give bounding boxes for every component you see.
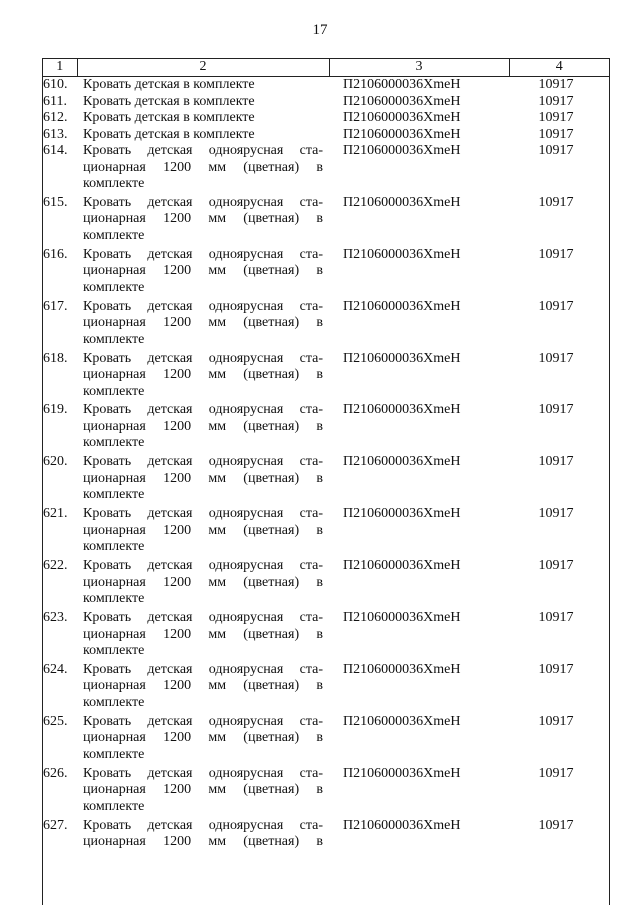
item-code: П2106000036ХmeH (343, 143, 461, 158)
row-number: 620. (43, 454, 68, 470)
item-code: П2106000036ХmeH (343, 506, 461, 522)
item-name (77, 766, 329, 818)
item-name-line: ционарная 1200 мм (цветная) в (83, 159, 323, 175)
item-name (77, 94, 329, 111)
table-row (43, 662, 609, 714)
item-name-line: Кровать детская одноярусная ста- (83, 558, 323, 574)
item-code: П2106000036ХmeH (343, 765, 461, 781)
item-quantity: 10917 (538, 661, 574, 677)
row-number: 624. (43, 661, 68, 677)
item-name-line: Кровать детская одноярусная ста- (83, 610, 323, 626)
item-quantity: 10917 (538, 817, 574, 833)
item-quantity: 10917 (538, 454, 574, 470)
table-row (43, 94, 609, 111)
item-name-line: ционарная 1200 мм (цветная) в (83, 626, 323, 642)
item-code: П2106000036ХmeH (343, 402, 461, 418)
item-quantity: 10917 (538, 713, 574, 729)
table-row (43, 351, 609, 403)
table-body (43, 77, 609, 853)
table-row (43, 110, 609, 127)
item-name-line: ционарная 1200 мм (цветная) в (83, 211, 323, 227)
item-name-line: комплекте (83, 694, 145, 710)
item-name-line: ционарная 1200 мм (цветная) в (83, 470, 323, 486)
item-name-line: ционарная 1200 мм (цветная) в (83, 263, 323, 279)
table-row (43, 299, 609, 351)
item-name-line: комплекте (83, 798, 145, 814)
item-quantity: 10917 (538, 506, 574, 522)
item-quantity: 10917 (538, 77, 574, 92)
row-number: 618. (43, 350, 68, 366)
header-col-2: 2 (77, 59, 329, 77)
item-name-line: комплекте (83, 643, 145, 659)
table-row (43, 77, 609, 94)
item-name-line: Кровать детская одноярусная ста- (83, 350, 323, 366)
item-code: П2106000036ХmeH (343, 454, 461, 470)
item-name (77, 351, 329, 403)
item-name-line: ционарная 1200 мм (цветная) в (83, 367, 323, 383)
item-name-line: комплекте (83, 591, 145, 607)
item-name-line: Кровать детская одноярусная ста- (83, 661, 323, 677)
row-number: 617. (43, 298, 68, 314)
item-quantity: 10917 (538, 194, 574, 210)
item-name-line: Кровать детская одноярусная ста- (83, 506, 323, 522)
item-name (77, 818, 329, 853)
table-row (43, 247, 609, 299)
item-code: П2106000036ХmeH (343, 817, 461, 833)
item-name-line: ционарная 1200 мм (цветная) в (83, 678, 323, 694)
item-code: П2106000036ХmeH (343, 77, 461, 92)
header-col-3: 3 (329, 59, 509, 77)
table-row (43, 714, 609, 766)
item-name (77, 662, 329, 714)
item-name-line: Кровать детская одноярусная ста- (83, 817, 323, 833)
table-row (43, 766, 609, 818)
item-name-line: Кровать детская одноярусная ста- (83, 143, 323, 158)
item-name-line: Кровать детская в комплекте (83, 110, 255, 125)
item-name-line: комплекте (83, 227, 145, 243)
table-row (43, 402, 609, 454)
item-code: П2106000036ХmeH (343, 610, 461, 626)
row-number: 621. (43, 506, 68, 522)
row-number: 626. (43, 765, 68, 781)
item-name (77, 299, 329, 351)
item-code: П2106000036ХmeH (343, 350, 461, 366)
item-quantity: 10917 (538, 126, 574, 142)
item-code: П2106000036ХmeH (343, 126, 461, 142)
item-name-line: ционарная 1200 мм (цветная) в (83, 315, 323, 331)
item-name-line: комплекте (83, 383, 145, 399)
item-name-line: ционарная 1200 мм (цветная) в (83, 418, 323, 434)
item-quantity: 10917 (538, 765, 574, 781)
item-code: П2106000036ХmeH (343, 93, 461, 109)
item-code: П2106000036ХmeH (343, 246, 461, 262)
item-code: П2106000036ХmeH (343, 661, 461, 677)
item-quantity: 10917 (538, 246, 574, 262)
item-name-line: Кровать детская одноярусная ста- (83, 298, 323, 314)
row-number: 627. (43, 817, 68, 833)
row-number: 611. (43, 93, 67, 109)
item-code: П2106000036ХmeH (343, 298, 461, 314)
item-quantity: 10917 (538, 402, 574, 418)
item-name-line: Кровать детская одноярусная ста- (83, 246, 323, 262)
row-number: 619. (43, 402, 68, 418)
item-quantity: 10917 (538, 143, 574, 158)
item-name-line: ционарная 1200 мм (цветная) в (83, 574, 323, 590)
item-name-line: комплекте (83, 487, 145, 503)
item-name-line: ционарная 1200 мм (цветная) в (83, 834, 323, 850)
table-row (43, 127, 609, 144)
item-name-line: комплекте (83, 279, 145, 295)
item-name-line: Кровать детская в комплекте (83, 93, 255, 109)
row-number: 616. (43, 246, 68, 262)
item-code: П2106000036ХmeH (343, 110, 461, 125)
item-quantity: 10917 (538, 350, 574, 366)
item-name (77, 127, 329, 144)
row-number: 625. (43, 713, 68, 729)
item-name (77, 77, 329, 94)
item-code: П2106000036ХmeH (343, 194, 461, 210)
item-name (77, 558, 329, 610)
item-name-line: Кровать детская одноярусная ста- (83, 713, 323, 729)
item-name (77, 454, 329, 506)
row-number: 613. (43, 126, 68, 142)
table-row (43, 818, 609, 853)
row-number: 612. (43, 110, 68, 125)
item-code: П2106000036ХmeH (343, 713, 461, 729)
item-name (77, 143, 329, 195)
item-name-line: ционарная 1200 мм (цветная) в (83, 782, 323, 798)
item-name-line: ционарная 1200 мм (цветная) в (83, 522, 323, 538)
table-row (43, 454, 609, 506)
item-name-line: Кровать детская одноярусная ста- (83, 765, 323, 781)
items-table (43, 58, 609, 853)
table-row (43, 506, 609, 558)
item-name (77, 610, 329, 662)
item-name (77, 402, 329, 454)
table-row (43, 558, 609, 610)
item-name-line: комплекте (83, 435, 145, 451)
item-name-line: Кровать детская одноярусная ста- (83, 402, 323, 418)
item-name-line: ционарная 1200 мм (цветная) в (83, 730, 323, 746)
item-name-line: комплекте (83, 746, 145, 762)
header-col-1: 1 (43, 59, 77, 77)
row-number: 610. (43, 77, 68, 92)
item-name (77, 506, 329, 558)
row-number: 614. (43, 143, 68, 158)
item-name (77, 110, 329, 127)
item-name (77, 714, 329, 766)
item-name-line: Кровать детская одноярусная ста- (83, 194, 323, 210)
item-quantity: 10917 (538, 610, 574, 626)
table-row (43, 195, 609, 247)
item-name-line: комплекте (83, 176, 145, 191)
table-row (43, 143, 609, 195)
item-name-line: комплекте (83, 539, 145, 555)
item-name (77, 247, 329, 299)
row-number: 622. (43, 558, 68, 574)
header-col-4: 4 (509, 59, 609, 77)
page-number: 17 (312, 22, 328, 38)
item-code: П2106000036ХmeH (343, 558, 461, 574)
item-name (77, 195, 329, 247)
row-number: 615. (43, 194, 68, 210)
table-header-row (43, 59, 609, 77)
table-row (43, 610, 609, 662)
item-quantity: 10917 (538, 110, 574, 125)
item-name-line: Кровать детская в комплекте (83, 126, 255, 142)
table-frame (42, 58, 610, 905)
row-number: 623. (43, 610, 68, 626)
item-name-line: Кровать детская в комплекте (83, 77, 255, 92)
item-name-line: комплекте (83, 331, 145, 347)
item-quantity: 10917 (538, 93, 574, 109)
item-quantity: 10917 (538, 558, 574, 574)
item-name-line: Кровать детская одноярусная ста- (83, 454, 323, 470)
item-quantity: 10917 (538, 298, 574, 314)
